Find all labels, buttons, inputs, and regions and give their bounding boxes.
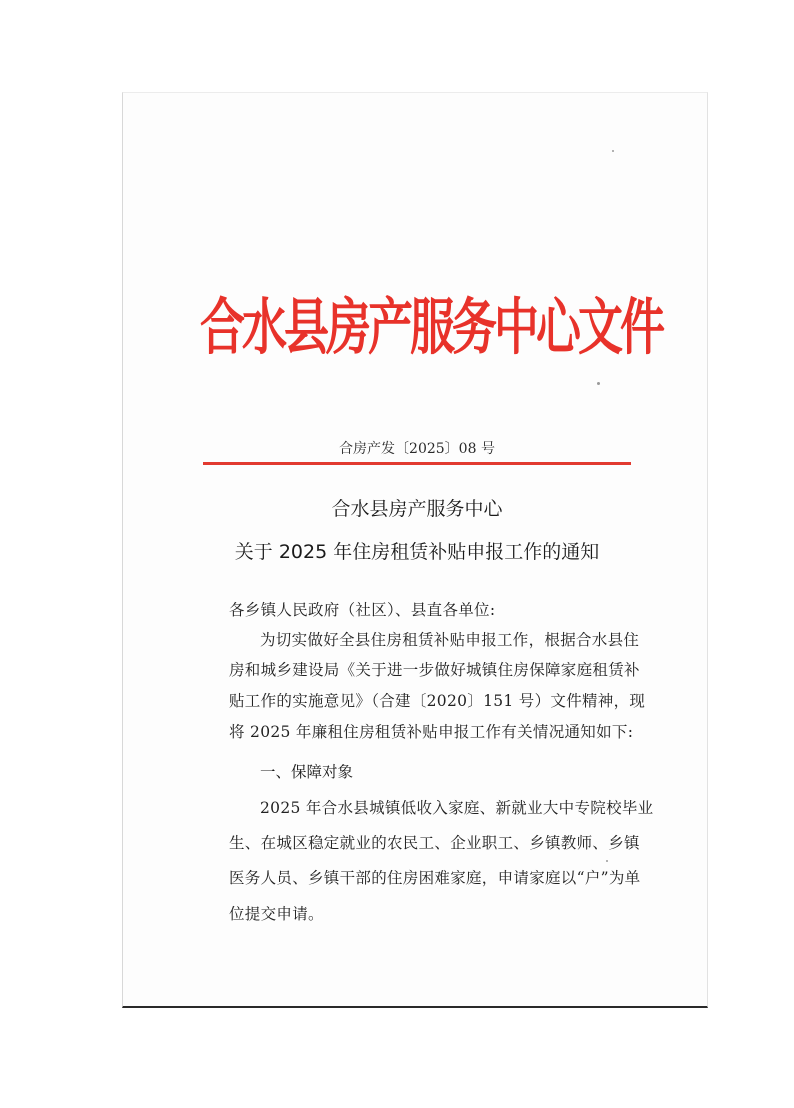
section-line: 生、在城区稳定就业的农民工、企业职工、乡镇教师、乡镇 — [229, 834, 640, 852]
document-number: 合房产发〔2025〕08 号 — [339, 441, 495, 457]
scan-speck — [606, 860, 608, 862]
section-line: 位提交申请。 — [229, 905, 324, 923]
section-line: 医务人员、乡镇干部的住房困难家庭，申请家庭以“户”为单 — [229, 869, 641, 887]
intro-line: 房和城乡建设局《关于进一步做好城镇住房保障家庭租赁补 — [229, 661, 640, 679]
intro-line: 将 2025 年廉租住房租赁补贴申报工作有关情况通知如下: — [229, 723, 634, 741]
intro-line: 贴工作的实施意见》（合建〔2020〕151 号）文件精神，现 — [229, 692, 646, 710]
salutation: 各乡镇人民政府（社区）、县直各单位: — [229, 601, 496, 619]
scan-speck — [612, 150, 614, 152]
notice-title-line-1: 合水县房产服务中心 — [331, 498, 503, 520]
red-divider-line — [203, 462, 631, 465]
intro-line: 为切实做好全县住房租赁补贴申报工作，根据合水县住 — [260, 631, 640, 649]
section-heading: 一、保障对象 — [260, 763, 354, 781]
notice-title-line-2: 关于 2025 年住房租赁补贴申报工作的通知 — [234, 541, 600, 563]
document-masthead: 合水县房产服务中心文件 — [200, 291, 663, 364]
section-line: 2025 年合水县城镇低收入家庭、新就业大中专院校毕业 — [260, 799, 654, 817]
